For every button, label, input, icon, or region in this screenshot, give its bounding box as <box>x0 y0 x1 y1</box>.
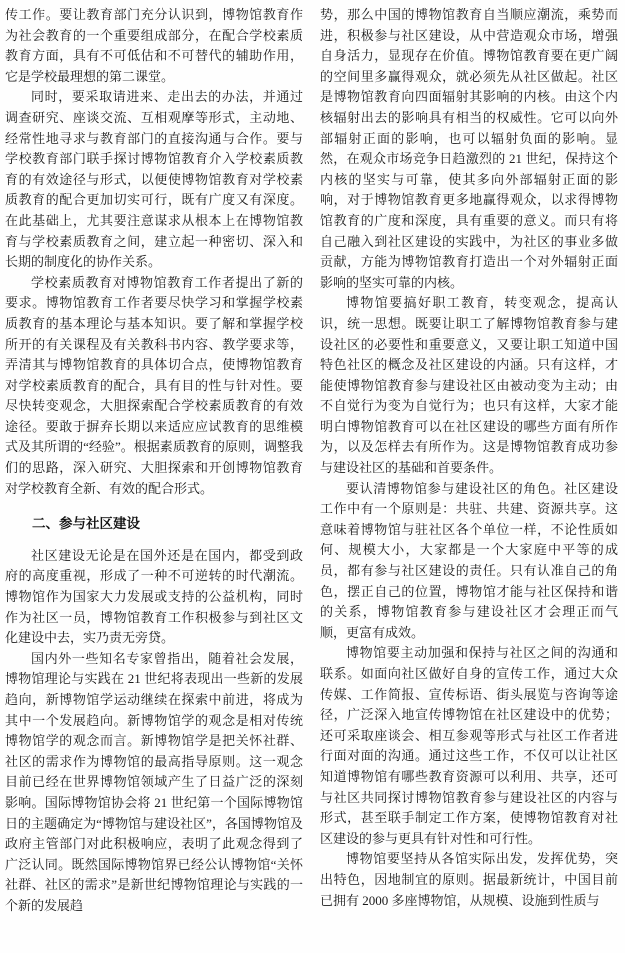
paragraph: 社区建设无论是在国外还是在国内，都受到政府的高度重视，形成了一种不可逆转的时代潮流。博物馆作为国家大力发展或支持的公益机构，同时作为社区一员，博物馆教育工作积极参与到社区文化建设中去，实乃责无旁贷。 <box>5 547 303 646</box>
paragraph-continuation: 势，那么中国的博物馆教育自当顺应潮流，乘势而进，积极参与社区建设，从中营造观众市场，增强自身活力，显现存在价值。博物馆教育要在更广阔的空间里多赢得观众，就必须先从社区做起。社区是博物馆教育向四面辐射其影响的内核。由这个内核辐射出去的影响具有相当的权威性。它可以向外部辐射正面的影响，也可以辐射负面的影响。显然，在观众市场竞争日趋激烈的 21 世纪，保持这个内核的坚实与可靠，使其多向外部辐射正面的影响，对于博物馆教育更多地赢得观众，以求得博物馆教育的广度和深度，具有重要的意义。而只有将自己融入到社区建设的实践中，为社区的事业多做贡献，方能为博物馆教育打造出一个对外辐射正面影响的坚实可靠的内核。 <box>320 7 618 290</box>
left-column <box>5 5 303 948</box>
paragraph: 学校素质教育对博物馆教育工作者提出了新的要求。博物馆教育工作者要尽快学习和掌握学校素质教育的基本理论与基本知识。要了解和掌握学校所开的有关课程及有关教科书内容、教学要求等，弄清其与博物馆教育的具体切合点，使博物馆教育对学校素质教育的配合，具有目的性与针对性。要尽快转变观念，大胆探索配合学校素质教育的有效途径。要敢于摒弃长期以来适应应试教育的思维模式及其所谓的“经验”。根据素质教育的原则，调整我们的思路，深入研究、大胆探索和开创博物馆教育对学校教育全新、有效的配合形式。 <box>5 274 303 496</box>
paragraph: 要认清博物馆参与建设社区的角色。社区建设工作中有一个原则是：共驻、共建、资源共享。这意味着博物馆与驻社区各个单位一样，不论性质如何、规模大小，大家都是一个大家庭中平等的成员，都有参与社区建设的责任。只有认准自己的角色，摆正自己的位置，博物馆才能与社区保持和谐的关系，博物馆教育参与建设社区才会理正而气顺，更富有成效。 <box>320 480 618 640</box>
section-heading: 二、参与社区建设 <box>32 516 140 532</box>
paragraph: 博物馆要坚持从各馆实际出发，发挥优势，突出特色，因地制宜的原则。据最新统计，中国目前已拥有 2000 多座博物馆，从规模、设施到性质与 <box>320 851 618 908</box>
paragraph: 博物馆要搞好职工教育，转变观念，提高认识，统一思想。既要让职工了解博物馆教育参与建设社区的必要性和重要意义，又要让职工知道中国特色社区的概念及社区建设的内涵。只有这样，才能使博物馆教育参与建设社区由被动变为主动；由不自觉行为变为自觉行为；也只有这样，大家才能明白博物馆教育可以在社区建设的哪些方面有所作为，以及怎样去有所作为。这是博物馆教育成功参与建设社区的基础和首要条件。 <box>320 295 618 476</box>
paragraph-continuation: 传工作。要让教育部门充分认识到，博物馆教育作为社会教育的一个重要组成部分，在配合学校素质教育方面，具有不可低估和不可替代的辅助作用，它是学校最理想的第二课堂。 <box>5 7 303 84</box>
paragraph: 国内外一些知名专家曾指出，随着社会发展，博物馆理论与实践在 21 世纪将表现出一些新的发展趋向，新博物馆学运动继续在探索中前进，将成为其中一个发展趋向。新博物馆学的观念是相对传统博物馆学的观念而言。新博物馆学是把关怀社群、社区的需求作为博物馆的最高指导原则。这一观念目前已经在世界博物馆领域产生了日益广泛的深刻影响。国际博物馆协会将 21 世纪第一个国际博物馆日的主题确定为“博物馆与建设社区”，各国博物馆及政府主管部门对此积极响应，表明了此观念得到了广泛认同。既然国际博物馆界已经公认博物馆“关怀社群、社区的需求”是新世纪博物馆理论与实践的一个新的发展趋 <box>5 650 303 913</box>
right-column <box>320 5 618 948</box>
paragraph: 博物馆要主动加强和保持与社区之间的沟通和联系。如面向社区做好自身的宣传工作，通过大众传媒、工作简报、宣传标语、街头展览与咨询等途径，广泛深入地宣传博物馆在社区建设中的优势；还可采取座谈会、相互参观等形式与社区工作者进行面对面的沟通。通过这些工作，不仅可以让社区知道博物馆有哪些教育资源可以利用、共享，还可与社区共同探讨博物馆教育参与建设社区的内容与形式，甚至联手制定工作方案，使博物馆教育对社区建设的参与更具有针对性和可行性。 <box>320 645 618 846</box>
paragraph: 同时，要采取请进来、走出去的办法，并通过调查研究、座谈交流、互相观摩等形式，主动地、经常性地寻求与教育部门的直接沟通与合作。要与学校教育部门联手探讨博物馆教育介入学校素质教育的有效途径与形式，以便使博物馆教育对学校素质教育的配合更加切实可行，既有广度又有深度。在此基础上，尤其要注意谋求从根本上在博物馆教育与学校素质教育之间，建立起一种密切、深入和长期的制度化的协作关系。 <box>5 89 303 270</box>
